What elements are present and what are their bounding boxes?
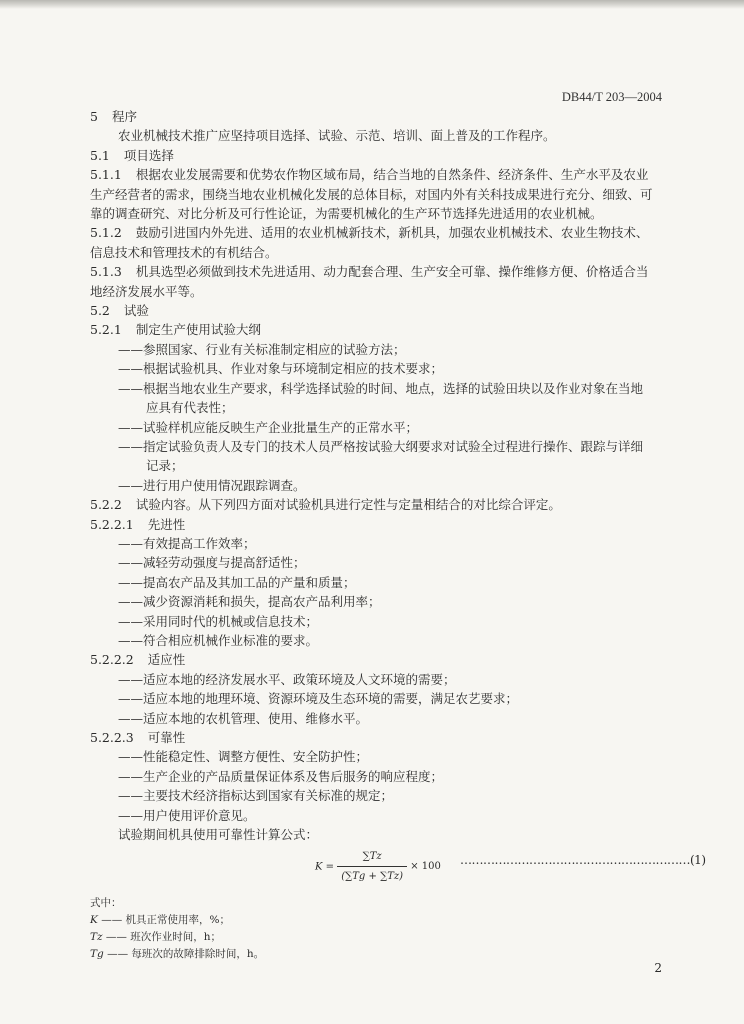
list-item: ——指定试验负责人及专门的技术人员严格按试验大纲要求对试验全过程进行操作、跟踪与详细	[118, 438, 644, 454]
section-5-1-3: 5.1.3 机具选型必须做到技术先进适用、动力配套合理、生产安全可靠、操作维修方便、价格适合当	[90, 264, 649, 280]
var-tz: Tz —— 班次作业时间，h；	[90, 931, 221, 944]
list-item: ——适应本地的地理环境、资源环境及生态环境的需要，满足农艺要求；	[118, 691, 519, 707]
page-number: 2	[654, 961, 662, 975]
document-code: DB44/T 203—2004	[561, 90, 662, 104]
formula-intro: 试验期间机具使用可靠性计算公式：	[118, 827, 319, 843]
list-item: ——主要技术经济指标达到国家有关标准的规定；	[118, 788, 394, 804]
list-item: ——减轻劳动强度与提高舒适性；	[118, 555, 306, 571]
section-5-2-2-2: 5.2.2.2 适应性	[90, 652, 186, 668]
list-item: ——生产企业的产品质量保证体系及售后服务的响应程度；	[118, 768, 444, 784]
list-item-cont: 记录；	[146, 458, 184, 474]
formula-numerator: ∑Tz	[337, 847, 407, 867]
formula-lhs: K =	[315, 861, 335, 873]
section-5-1-2: 5.1.2 鼓励引进国内外先进、适用的农业机械新技术，新机具，加强农业机械技术、农业生物技术、	[90, 225, 649, 241]
list-item-cont: 应具有代表性；	[146, 400, 234, 416]
reliability-formula	[315, 847, 441, 887]
var-tg: Tg —— 每班次的故障排除时间，h。	[90, 948, 265, 961]
list-item: ——有效提高工作效率；	[118, 535, 256, 551]
formula-block	[90, 825, 706, 883]
list-item: ——适应本地的经济发展水平、政策环境及人文环境的需要；	[118, 671, 456, 687]
scan-edge	[0, 0, 744, 9]
list-item: ——减少资源消耗和损失，提高农产品利用率；	[118, 594, 381, 610]
list-item: ——参照国家、行业有关标准制定相应的试验方法；	[118, 341, 406, 357]
formula-multiplier: × 100	[410, 861, 441, 873]
section-5-1-1-cont2: 靠的调查研究、对比分析及可行性论证，为需要机械化的生产环节选择先进适用的农业机械。	[90, 206, 603, 222]
section-5-2-2: 5.2.2 试验内容。从下列四方面对试验机具进行定性与定量相结合的对比综合评定。	[90, 497, 561, 513]
list-item: ——采用同时代的机械或信息技术；	[118, 613, 319, 629]
section-5-1-1-cont: 生产经营者的需求，围绕当地农业机械化发展的总体目标，对国内外有关科技成果进行充分、细致、可	[90, 186, 653, 202]
formula-denominator: (∑Tg + ∑Tz)	[341, 871, 404, 883]
list-item: ——根据当地农业生产要求，科学选择试验的时间、地点，选择的试验田块以及作业对象在当地	[118, 380, 644, 396]
list-item: ——试验样机应能反映生产企业批量生产的正常水平；	[118, 419, 419, 435]
section-5-heading: 5 程序	[90, 109, 137, 124]
where-label: 式中：	[90, 897, 122, 910]
section-5-2-1: 5.2.1 制定生产使用试验大纲	[90, 322, 261, 338]
list-item: ——性能稳定性、调整方便性、安全防护性；	[118, 749, 369, 765]
section-5-2-heading: 5.2 试验	[90, 303, 149, 319]
section-5-2-2-1: 5.2.2.1 先进性	[90, 516, 186, 532]
section-5-1-1: 5.1.1 根据农业发展需要和优势农作物区域布局，结合当地的自然条件、经济条件、生产水平及农业	[90, 167, 649, 183]
formula-number: ……………………………………………………(1)	[460, 853, 706, 868]
formula-fraction	[337, 847, 407, 887]
section-5-intro: 农业机械技术推广应坚持项目选择、试验、示范、培训、面上普及的工作程序。	[118, 128, 556, 144]
section-5-1-3-cont: 地经济发展水平等。	[90, 283, 203, 299]
section-5-2-2-3: 5.2.2.3 可靠性	[90, 730, 186, 745]
list-item: ——进行用户使用情况跟踪调查。	[118, 477, 306, 493]
section-5-1-heading: 5.1 项目选择	[90, 147, 174, 163]
list-item: ——适应本地的农机管理、使用、维修水平。	[118, 710, 369, 726]
variable-definitions	[90, 895, 670, 963]
list-item: ——用户使用评价意见。	[118, 807, 256, 823]
list-item: ——符合相应机械作业标准的要求。	[118, 632, 319, 648]
list-item: ——提高农产品及其加工品的产量和质量；	[118, 574, 356, 590]
section-5-1-2-cont: 信息技术和管理技术的有机结合。	[90, 244, 278, 260]
list-item: ——根据试验机具、作业对象与环境制定相应的技术要求；	[118, 361, 444, 377]
var-k: K —— 机具正常使用率，%；	[90, 914, 231, 927]
document-body	[90, 107, 706, 963]
